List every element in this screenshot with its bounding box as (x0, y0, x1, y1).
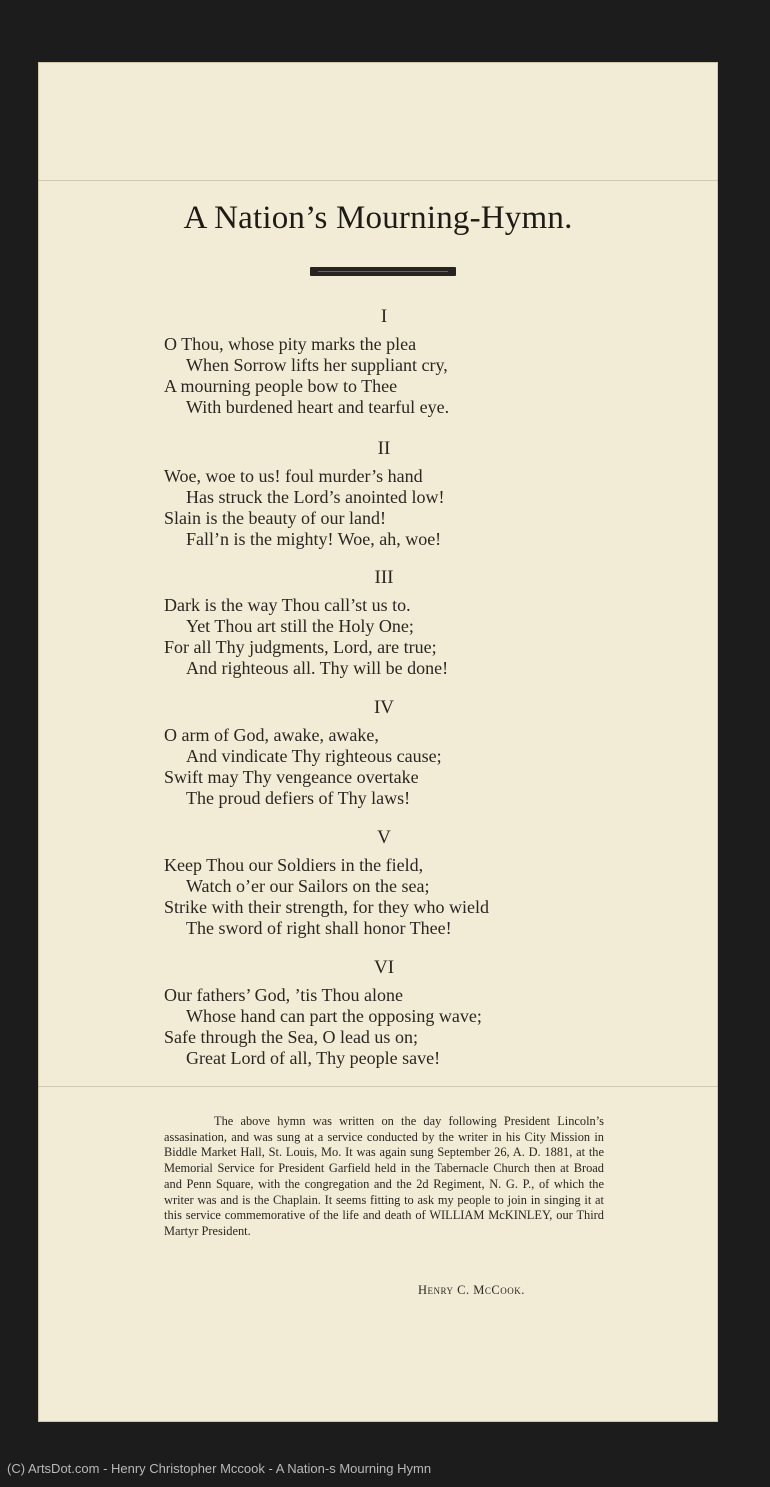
stanza-1 (164, 306, 644, 418)
stanza-4 (164, 697, 644, 809)
hymn-sheet (38, 62, 718, 1422)
page-title: A Nation’s Mourning-Hymn. (183, 200, 573, 236)
stanza-5 (164, 827, 644, 939)
verse-line: And righteous all. Thy will be done! (186, 658, 449, 678)
verse-line: Woe, woe to us! foul murder’s hand (164, 466, 423, 486)
stanza-3 (164, 567, 644, 679)
verse-line: Keep Thou our Soldiers in the field, (164, 855, 424, 875)
historical-note: The above hymn was written on the day following President Lincoln’s assasination, and was sung at a service conducted by the writer in his City Mission in Biddle Market Hall, St. Louis, Mo. It was again sung September 26, A. D. 1881, at the Memorial Service for President Garfield held in the Tabernacle Church then at Broad and Penn Square, with the congregation and the 2d Regiment, N. G. P., of which the writer was and is the Chaplain. It seems fitting to ask my people to join in singing it at this service commemorative of the life and death of WILLIAM McKINLEY, our Third Martyr President. (164, 1114, 604, 1238)
verse-line: Whose hand can part the opposing wave; (186, 1006, 482, 1026)
image-caption: (C) ArtsDot.com - Henry Christopher Mccook - A Nation-s Mourning Hymn (7, 1461, 432, 1476)
stanza-numeral: VI (373, 957, 395, 978)
paper-fold-line (38, 180, 718, 181)
stanza-numeral: I (380, 306, 388, 327)
paper-fold-line (38, 1086, 718, 1087)
verse-line: Yet Thou art still the Holy One; (186, 616, 414, 636)
verse-line: Strike with their strength, for they who wield (164, 897, 489, 917)
verse-line: Has struck the Lord’s anointed low! (186, 487, 445, 507)
author-signature: Henry C. McCook. (418, 1283, 525, 1297)
verse-line: Watch o’er our Sailors on the sea; (186, 876, 430, 896)
ornamental-rule (310, 267, 456, 276)
verse-line: Great Lord of all, Thy people save! (186, 1048, 441, 1068)
verse-line: O Thou, whose pity marks the plea (164, 334, 417, 354)
verse-line: Safe through the Sea, O lead us on; (164, 1027, 418, 1047)
verse-line: The proud defiers of Thy laws! (186, 788, 411, 808)
stanza-numeral: III (374, 567, 394, 588)
stanza-numeral: V (377, 827, 391, 848)
verse-line: Slain is the beauty of our land! (164, 508, 386, 528)
verse-line: With burdened heart and tearful eye. (186, 397, 450, 417)
verse-line: Fall’n is the mighty! Woe, ah, woe! (186, 529, 442, 549)
verse-line: When Sorrow lifts her suppliant cry, (186, 355, 448, 375)
stanza-2 (164, 438, 644, 550)
stanza-numeral: II (377, 438, 391, 459)
stanza-numeral: IV (373, 697, 395, 718)
stanza-6 (164, 957, 644, 1069)
verse-line: Dark is the way Thou call’st us to. (164, 595, 411, 615)
verse-line: Swift may Thy vengeance overtake (164, 767, 419, 787)
verse-line: And vindicate Thy righteous cause; (186, 746, 442, 766)
verse-line: A mourning people bow to Thee (164, 376, 398, 396)
verse-line: Our fathers’ God, ’tis Thou alone (164, 985, 403, 1005)
verse-line: For all Thy judgments, Lord, are true; (164, 637, 437, 657)
verse-line: O arm of God, awake, awake, (164, 725, 379, 745)
verse-line: The sword of right shall honor Thee! (186, 918, 452, 938)
